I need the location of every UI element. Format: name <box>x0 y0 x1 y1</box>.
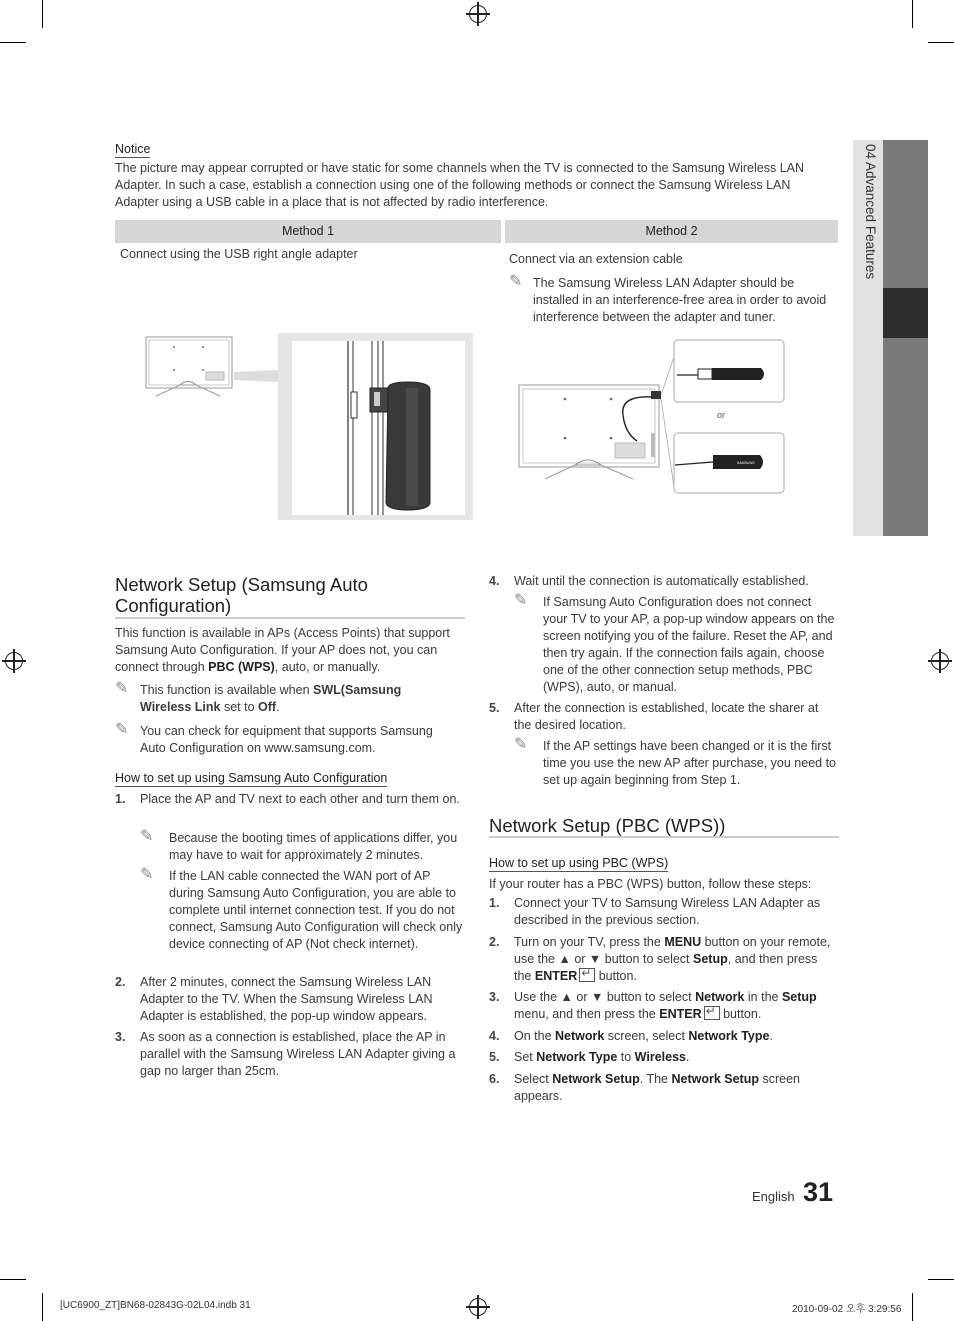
pbc-step-6: 6. Select Network Setup. The Network Setup screen appears. <box>489 1072 800 1103</box>
pbc-step-4: 4. On the Network screen, select Network Type. <box>489 1029 773 1043</box>
enter-icon <box>704 1006 720 1020</box>
pencil-note-icon: ✎ <box>514 736 528 753</box>
left-subhead: How to set up using Samsung Auto Configuration <box>115 771 388 785</box>
left-step-3: 3. As soon as a connection is established, place the AP in parallel with the Samsung Wireless LAN Adapter giving a gap no larger than 25cm. <box>115 1030 456 1078</box>
or-label: or <box>717 410 726 420</box>
pencil-note-icon: ✎ <box>140 866 154 883</box>
pencil-note-icon: ✎ <box>514 592 528 609</box>
pencil-note-icon: ✎ <box>140 828 154 845</box>
right-subhead: How to set up using PBC (WPS) <box>489 856 669 870</box>
left-note-2: ✎ You can check for equipment that supports Samsung Auto Configuration on www.samsung.com. <box>115 721 433 755</box>
left-intro: This function is available in APs (Access Points) that support Samsung Auto Configuration. If your AP does not, you can connect through PBC (WPS), auto, or manually. <box>115 626 450 674</box>
pencil-note-icon: ✎ <box>509 273 523 290</box>
crop-mark <box>0 1279 26 1280</box>
left-heading: Network Setup (Samsung Auto Configuration) <box>115 574 368 616</box>
method2-illustration <box>515 337 795 497</box>
crop-mark <box>912 1293 913 1321</box>
enter-icon <box>579 968 595 982</box>
registration-mark-icon <box>469 1298 487 1316</box>
right-step-5: 5. After the connection is established, locate the sharer at the desired location. <box>489 701 819 732</box>
pbc-step-1: 1. Connect your TV to Samsung Wireless LAN Adapter as described in the previous section. <box>489 896 821 927</box>
left-step-1: 1. Place the AP and TV next to each other and turn them on. <box>115 792 460 806</box>
page-number: 31 <box>803 1177 834 1207</box>
method2-text: Connect via an extension cable <box>509 252 683 266</box>
left-note-1: ✎ This function is available when SWL(Samsung Wireless Link set to Off. <box>115 680 402 714</box>
crop-mark <box>42 1293 43 1321</box>
right-heading: Network Setup (PBC (WPS)) <box>489 815 726 836</box>
method2-note: ✎ The Samsung Wireless LAN Adapter should be installed in an interference-free area in order to avoid interference between the adapter and tuner. <box>509 273 827 324</box>
registration-mark-icon <box>931 652 949 670</box>
page-language: English <box>752 1189 795 1204</box>
pencil-note-icon: ✎ <box>115 680 129 697</box>
right-step-4-note: ✎ If Samsung Auto Configuration does not connect your TV to your AP, a pop-up window appears on the screen notifying you of the failure. Reset the AP, and then try again. If the connection fails again, choose one of the other connection setup methods, PBC (WPS), auto, or manual. <box>514 592 835 694</box>
crop-mark <box>42 0 43 28</box>
crop-mark <box>912 0 913 28</box>
method1-header: Method 1 <box>115 220 501 243</box>
notice-title: Notice <box>115 142 151 156</box>
crop-mark <box>928 42 954 43</box>
side-tab <box>853 140 928 536</box>
crop-mark <box>928 1279 954 1280</box>
right-step-4: 4. Wait until the connection is automatically established. <box>489 574 809 588</box>
registration-mark-icon <box>469 5 487 23</box>
notice-text: The picture may appear corrupted or have static for some channels when the TV is connected to the Samsung Wireless LAN Adapter. In such a case, establish a connection using one of the following methods or connect the Samsung Wireless LAN Adapter using a USB cable in a place that is not affected by radio interference. <box>115 161 805 209</box>
method1-illustration <box>140 330 480 522</box>
method1-text: Connect using the USB right angle adapter <box>120 247 358 261</box>
pencil-note-icon: ✎ <box>115 721 129 738</box>
side-tab-label: 04 Advanced Features <box>863 144 878 280</box>
pbc-step-5: 5. Set Network Type to Wireless. <box>489 1050 690 1064</box>
left-step-2: 2. After 2 minutes, connect the Samsung Wireless LAN Adapter to the TV. When the Samsung Wireless LAN Adapter is established, the pop-up window appears. <box>115 975 433 1023</box>
registration-mark-icon <box>5 652 23 670</box>
pbc-step-3: 3. Use the ▲ or ▼ button to select Network in the Setup menu, and then press the ENTER↵ button. <box>489 989 834 1023</box>
adapter-brand-label: SAMSUNG <box>737 461 755 465</box>
crop-mark <box>0 42 26 43</box>
footer-date: 2010-09-02 오후 3:29:56 <box>792 1304 902 1315</box>
right-step-5-note: ✎ If the AP settings have been changed or it is the first time you use the new AP after purchase, you need to set up again beginning from Step 1. <box>514 736 837 787</box>
left-step-1-note-2: ✎ If the LAN cable connected the WAN port of AP during Samsung Auto Configuration, you are able to complete until internet connection test. If you do not connect, Samsung Auto Configuration will check only device connecting of AP (Not check internet). <box>140 866 463 951</box>
footer-file: [UC6900_ZT]BN68-02843G-02L04.indb 31 <box>60 1300 251 1311</box>
method2-header: Method 2 <box>505 220 838 243</box>
left-step-1-note-1: ✎ Because the booting times of applications differ, you may have to wait for approximately 2 minutes. <box>140 828 458 862</box>
right-intro: If your router has a PBC (WPS) button, follow these steps: <box>489 877 812 891</box>
pbc-step-2: 2. Turn on your TV, press the MENU button on your remote, use the ▲ or ▼ button to select Setup, and then press the ENTER↵ button. <box>489 934 834 985</box>
